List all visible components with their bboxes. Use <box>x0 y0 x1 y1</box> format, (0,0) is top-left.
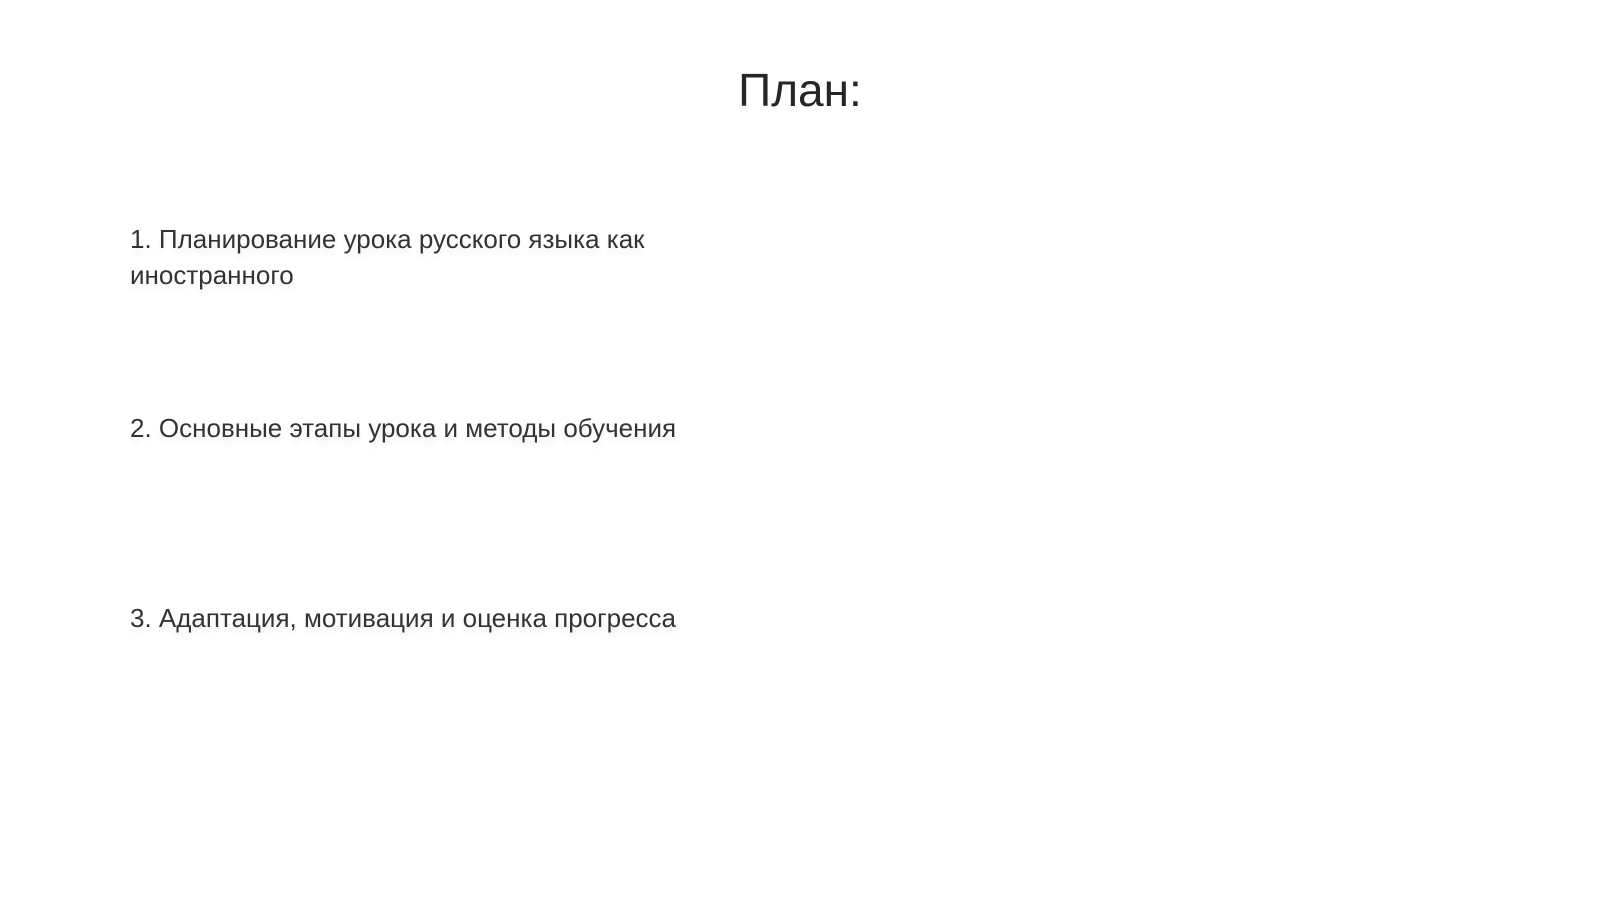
slide-title: План: <box>738 64 862 116</box>
plan-item-2: 2. Основные этапы урока и методы обучения <box>130 413 677 443</box>
plan-item-1: 1. Планирование урока русского языка как иностранного <box>130 224 645 290</box>
plan-item-3: 3. Адаптация, мотивация и оценка прогресса <box>130 603 676 633</box>
